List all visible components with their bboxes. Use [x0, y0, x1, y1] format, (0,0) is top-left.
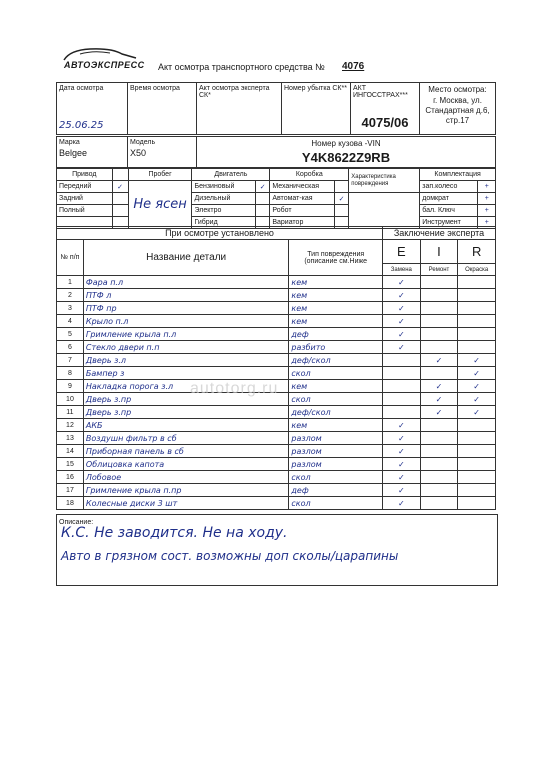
row-part: Крыло п.л: [83, 315, 289, 328]
row-damage-type: разлом: [289, 445, 383, 458]
row-repair-mark: [420, 302, 458, 315]
table-row: [57, 354, 496, 367]
row-paint-mark: [458, 497, 496, 510]
row-repair-mark: [420, 432, 458, 445]
brand-cell: [57, 137, 128, 168]
engine-check-0: ✓: [255, 181, 269, 193]
date-label: Дата осмотра: [59, 85, 104, 92]
col-part-header: Название детали: [83, 240, 289, 276]
row-part: Дверь з.л: [83, 354, 289, 367]
row-repair-mark: [420, 289, 458, 302]
row-part: Приборная панель в сб: [83, 445, 289, 458]
row-number: 17: [57, 484, 84, 497]
row-number: 8: [57, 367, 84, 380]
findings-title: При осмотре установлено: [57, 227, 383, 240]
row-part: Дверь з.пр: [83, 406, 289, 419]
sk-loss-label: Номер убытка СК**: [284, 85, 347, 92]
row-paint-mark: ✓: [458, 380, 496, 393]
mileage-value: Не ясен: [128, 181, 192, 229]
time-cell: [128, 83, 197, 135]
table-row: [57, 419, 496, 432]
row-replace-mark: [383, 380, 421, 393]
table-row: [57, 458, 496, 471]
table-row: [57, 276, 496, 289]
kit-item-1: домкрат: [420, 193, 478, 205]
table-row: [57, 497, 496, 510]
row-damage-type: кем: [289, 302, 383, 315]
row-damage-type: разлом: [289, 458, 383, 471]
row-repair-mark: [420, 341, 458, 354]
place-value: г. Москва, ул. Стандартная д.6, стр.17: [425, 96, 490, 125]
row-repair-mark: [420, 367, 458, 380]
row-replace-mark: ✓: [383, 302, 421, 315]
company-logo: [60, 46, 145, 74]
logo-text: АВТОЭКСПРЕСС: [64, 60, 145, 70]
row-paint-mark: ✓: [458, 354, 496, 367]
row-replace-mark: [383, 406, 421, 419]
table-row: [57, 367, 496, 380]
row-paint-mark: [458, 432, 496, 445]
row-repair-mark: ✓: [420, 393, 458, 406]
table-row: [57, 315, 496, 328]
row-part: Фара п.л: [83, 276, 289, 289]
drive-check-0: ✓: [112, 181, 128, 193]
kit-item-0: зап.колесо: [420, 181, 478, 193]
row-paint-mark: [458, 315, 496, 328]
row-paint-mark: [458, 276, 496, 289]
row-part: АКБ: [83, 419, 289, 432]
kit-item-2: бал. Ключ: [420, 205, 478, 217]
kit-check-2: +: [478, 205, 496, 217]
row-paint-mark: ✓: [458, 406, 496, 419]
kit-check-3: +: [478, 217, 496, 229]
row-part: Накладка порога з.л: [83, 380, 289, 393]
row-paint-mark: [458, 328, 496, 341]
row-repair-mark: [420, 471, 458, 484]
row-paint-mark: [458, 445, 496, 458]
row-repair-mark: ✓: [420, 406, 458, 419]
row-part: Гримление крыла п.пр: [83, 484, 289, 497]
row-damage-type: скол: [289, 471, 383, 484]
brand-value: Belgee: [59, 148, 88, 158]
row-damage-type: деф: [289, 328, 383, 341]
engine-item-2: Электро: [192, 205, 256, 217]
row-paint-mark: [458, 471, 496, 484]
date-value: 25.06.25: [59, 120, 104, 131]
row-number: 1: [57, 276, 84, 289]
engine-item-1: Дизельный: [192, 193, 256, 205]
col-e-header: E: [383, 240, 421, 264]
brand-label: Марка: [59, 139, 80, 146]
damage-header: Характеристика повреждения: [349, 169, 420, 193]
sub-i-header: Ремонт: [420, 264, 458, 276]
row-number: 15: [57, 458, 84, 471]
row-number: 12: [57, 419, 84, 432]
drive-item-1: Задний: [57, 193, 113, 205]
description-line-1: К.С. Не заводится. Не на ходу.: [61, 525, 288, 541]
vin-label: Номер кузова -VIN: [311, 139, 381, 148]
row-replace-mark: ✓: [383, 341, 421, 354]
row-damage-type: деф/скол: [289, 354, 383, 367]
row-repair-mark: [420, 276, 458, 289]
row-replace-mark: ✓: [383, 445, 421, 458]
findings-table: [56, 226, 496, 510]
row-damage-type: скол: [289, 497, 383, 510]
gearbox-item-3: Вариатор: [270, 217, 335, 229]
row-damage-type: кем: [289, 289, 383, 302]
ingos-value: 4075/06: [361, 115, 409, 130]
row-number: 10: [57, 393, 84, 406]
row-replace-mark: ✓: [383, 315, 421, 328]
model-label: Модель: [130, 139, 156, 146]
ingos-cell: [351, 83, 420, 135]
act-number: 4076: [342, 61, 365, 72]
row-part: Бампер з: [83, 367, 289, 380]
row-replace-mark: [383, 367, 421, 380]
engine-item-0: Бензиновый: [192, 181, 256, 193]
row-paint-mark: [458, 289, 496, 302]
row-part: Воздушн фильтр в сб: [83, 432, 289, 445]
row-damage-type: деф: [289, 484, 383, 497]
row-number: 18: [57, 497, 84, 510]
sk-act-label: Акт осмотра эксперта СК*: [199, 85, 270, 99]
row-paint-mark: ✓: [458, 393, 496, 406]
vin-cell: [197, 137, 496, 168]
row-paint-mark: [458, 341, 496, 354]
gearbox-item-2: Робот: [270, 205, 335, 217]
row-number: 9: [57, 380, 84, 393]
row-number: 6: [57, 341, 84, 354]
row-replace-mark: [383, 354, 421, 367]
row-replace-mark: ✓: [383, 289, 421, 302]
vehicle-grid: [56, 136, 496, 168]
row-replace-mark: ✓: [383, 484, 421, 497]
specs-table: [56, 168, 496, 229]
row-damage-type: скол: [289, 393, 383, 406]
row-number: 11: [57, 406, 84, 419]
row-damage-type: разбито: [289, 341, 383, 354]
gearbox-check-1: ✓: [334, 193, 348, 205]
row-repair-mark: [420, 484, 458, 497]
model-cell: [128, 137, 197, 168]
row-repair-mark: [420, 315, 458, 328]
table-row: [57, 289, 496, 302]
row-repair-mark: [420, 445, 458, 458]
row-paint-mark: [458, 419, 496, 432]
gearbox-header: Коробка: [270, 169, 349, 181]
watermark: autotorg.ru: [190, 380, 279, 397]
row-damage-type: кем: [289, 380, 383, 393]
row-part: Гримление крыла п.л: [83, 328, 289, 341]
row-number: 5: [57, 328, 84, 341]
row-number: 7: [57, 354, 84, 367]
gearbox-item-0: Механическая: [270, 181, 335, 193]
row-number: 13: [57, 432, 84, 445]
drive-item-2: Полный: [57, 205, 113, 217]
vin-value: Y4K8622Z9RB: [301, 150, 391, 165]
col-i-header: I: [420, 240, 458, 264]
col-num-header: № п/п: [57, 240, 84, 276]
row-number: 14: [57, 445, 84, 458]
table-row: [57, 341, 496, 354]
col-type-header: Тип повреждения (описание см.Ниже: [289, 240, 383, 276]
row-replace-mark: [383, 393, 421, 406]
kit-item-3: Инструмент: [420, 217, 478, 229]
header-grid: [56, 82, 496, 135]
row-part: Лобовое: [83, 471, 289, 484]
table-row: [57, 302, 496, 315]
col-r-header: R: [458, 240, 496, 264]
engine-item-3: Гибрид: [192, 217, 256, 229]
kit-header: Комплектация: [420, 169, 496, 181]
row-paint-mark: ✓: [458, 367, 496, 380]
table-row: [57, 406, 496, 419]
description-line-2: Авто в грязном сост. возможны доп сколы/царапины: [61, 549, 399, 563]
drive-item-0: Передний: [57, 181, 113, 193]
expert-title: Заключение эксперта: [383, 227, 496, 240]
row-part: Колесные диски 3 шт: [83, 497, 289, 510]
description-label: Описание:: [59, 519, 94, 526]
row-paint-mark: [458, 458, 496, 471]
row-part: Стекло двери п.п: [83, 341, 289, 354]
document-title: Акт осмотра транспортного средства №: [158, 62, 325, 72]
row-damage-type: разлом: [289, 432, 383, 445]
row-repair-mark: [420, 458, 458, 471]
table-row: [57, 445, 496, 458]
row-number: 2: [57, 289, 84, 302]
mileage-header: Пробег: [128, 169, 192, 181]
row-repair-mark: [420, 497, 458, 510]
row-replace-mark: ✓: [383, 328, 421, 341]
time-label: Время осмотра: [130, 85, 180, 92]
ingos-label: АКТ ИНГОССТРАХ***: [353, 85, 408, 99]
row-replace-mark: ✓: [383, 497, 421, 510]
gearbox-item-1: Автомат-кая: [270, 193, 335, 205]
sub-e-header: Замена: [383, 264, 421, 276]
date-cell: [57, 83, 128, 135]
row-paint-mark: [458, 302, 496, 315]
row-replace-mark: ✓: [383, 458, 421, 471]
row-part: ПТФ л: [83, 289, 289, 302]
sub-r-header: Окраска: [458, 264, 496, 276]
sk-loss-cell: [282, 83, 351, 135]
table-row: [57, 432, 496, 445]
row-repair-mark: [420, 328, 458, 341]
row-part: Дверь з.пр: [83, 393, 289, 406]
kit-check-0: +: [478, 181, 496, 193]
row-damage-type: скол: [289, 367, 383, 380]
row-replace-mark: ✓: [383, 432, 421, 445]
row-paint-mark: [458, 484, 496, 497]
model-value: X50: [130, 148, 147, 158]
row-number: 3: [57, 302, 84, 315]
table-row: [57, 328, 496, 341]
row-repair-mark: ✓: [420, 354, 458, 367]
description-box: [56, 514, 498, 586]
row-repair-mark: [420, 419, 458, 432]
engine-header: Двигатель: [192, 169, 270, 181]
row-damage-type: деф/скол: [289, 406, 383, 419]
row-damage-type: кем: [289, 419, 383, 432]
row-part: Облицовка капота: [83, 458, 289, 471]
row-repair-mark: ✓: [420, 380, 458, 393]
sk-act-cell: [197, 83, 282, 135]
row-number: 16: [57, 471, 84, 484]
row-replace-mark: ✓: [383, 419, 421, 432]
table-row: [57, 471, 496, 484]
row-number: 4: [57, 315, 84, 328]
row-replace-mark: ✓: [383, 276, 421, 289]
kit-check-1: +: [478, 193, 496, 205]
drive-header: Привод: [57, 169, 113, 181]
row-damage-type: кем: [289, 276, 383, 289]
row-damage-type: кем: [289, 315, 383, 328]
place-cell: [420, 83, 496, 135]
row-replace-mark: ✓: [383, 471, 421, 484]
row-part: ПТФ пр: [83, 302, 289, 315]
place-label: Место осмотра:: [428, 85, 487, 94]
table-row: [57, 484, 496, 497]
